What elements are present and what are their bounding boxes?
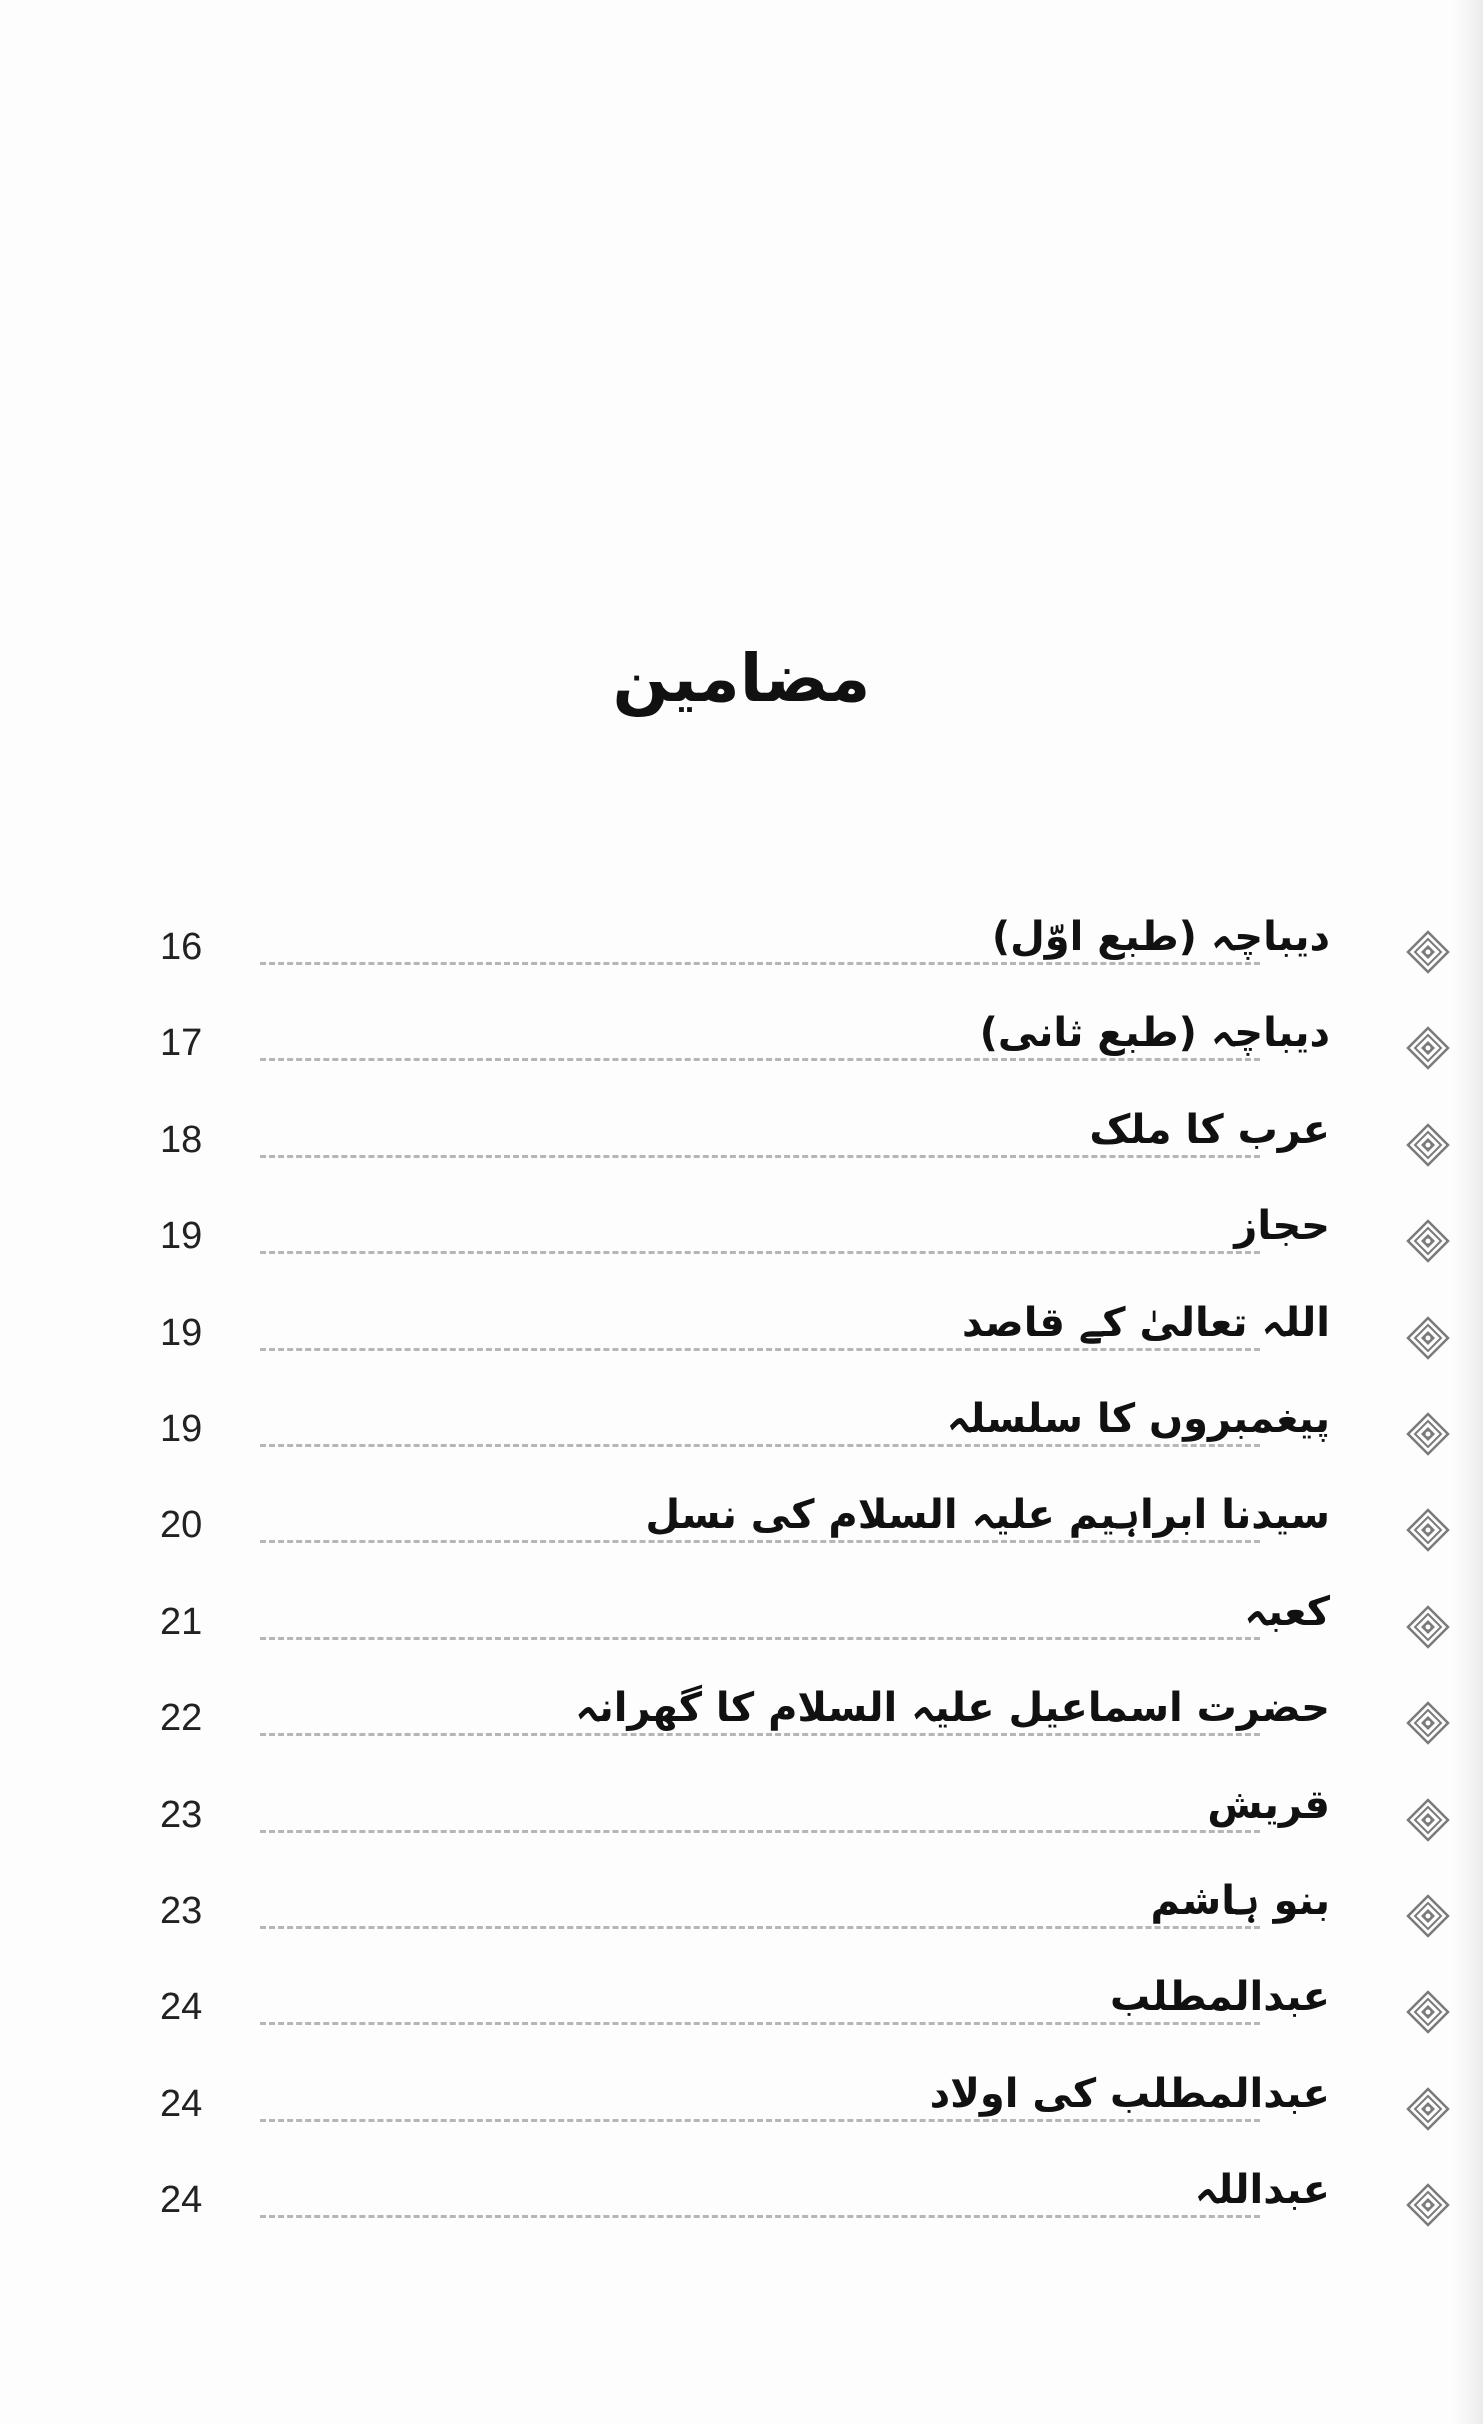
toc-page-number: 18 (160, 1118, 203, 1161)
diamond-ornament-icon (1406, 1316, 1450, 1360)
dotted-leader (260, 1830, 1260, 1833)
diamond-ornament-icon (1406, 1990, 1450, 2034)
toc-entry[interactable] (160, 1681, 1450, 1777)
toc-entry-label: بنو ہاشم (1136, 1878, 1330, 1924)
toc-entry[interactable] (160, 910, 1450, 1006)
dotted-leader (260, 962, 1260, 965)
diamond-ornament-icon (1406, 1412, 1450, 1456)
dotted-leader (260, 1155, 1260, 1158)
dotted-leader (260, 1251, 1260, 1254)
toc-entry-label: عبداللہ (1181, 2167, 1330, 2213)
toc-entry[interactable] (160, 1874, 1450, 1970)
toc-entry-label: قریش (1193, 1782, 1330, 1828)
toc-entry[interactable] (160, 1392, 1450, 1488)
dotted-leader (260, 1926, 1260, 1929)
diamond-ornament-icon (1406, 1798, 1450, 1842)
diamond-ornament-icon (1406, 1701, 1450, 1745)
toc-page-number: 19 (160, 1311, 203, 1354)
diamond-ornament-icon (1406, 1123, 1450, 1167)
page-title: مضامین (612, 640, 871, 717)
toc-entry-label: پیغمبروں کا سلسلہ (933, 1396, 1330, 1442)
diamond-ornament-icon (1406, 1026, 1450, 1070)
toc-entry[interactable] (160, 1296, 1450, 1392)
toc-page-number: 23 (160, 1889, 203, 1932)
toc-entry-label: عبدالمطلب (1096, 1974, 1330, 2020)
toc-page-number: 20 (160, 1504, 203, 1547)
toc-entry-label: دیباچہ (طبع اوّل) (978, 914, 1330, 960)
toc-entry[interactable] (160, 1970, 1450, 2066)
toc-entry[interactable] (160, 1585, 1450, 1681)
diamond-ornament-icon (1406, 1894, 1450, 1938)
toc-entry-label: عرب کا ملک (1075, 1107, 1330, 1153)
diamond-ornament-icon (1406, 1508, 1450, 1552)
dotted-leader (260, 1637, 1260, 1640)
toc-page-number: 19 (160, 1407, 203, 1450)
dotted-leader (260, 2119, 1260, 2122)
toc-entry[interactable] (160, 1006, 1450, 1102)
toc-page-number: 23 (160, 1793, 203, 1836)
toc-entry-label: حجاز (1220, 1203, 1330, 1249)
toc-page-number: 22 (160, 1697, 203, 1740)
toc-entry[interactable] (160, 1778, 1450, 1874)
page-edge-shadow (1453, 0, 1483, 2424)
toc-page-number: 16 (160, 926, 203, 968)
toc-entry[interactable] (160, 1103, 1450, 1199)
toc-entry[interactable] (160, 1199, 1450, 1295)
dotted-leader (260, 1348, 1260, 1351)
toc-entry-label: سیدنا ابراہیم علیہ السلام کی نسل (631, 1492, 1330, 1538)
diamond-ornament-icon (1406, 2087, 1450, 2131)
diamond-ornament-icon (1406, 1605, 1450, 1649)
toc-entry[interactable] (160, 2067, 1450, 2163)
toc-entry-label: عبدالمطلب کی اولاد (916, 2071, 1330, 2117)
dotted-leader (260, 2022, 1260, 2025)
toc-page-number: 17 (160, 1022, 203, 1065)
toc-page-number: 24 (160, 2082, 203, 2125)
toc-page-number: 19 (160, 1215, 203, 1258)
dotted-leader (260, 1733, 1260, 1736)
toc-entry[interactable] (160, 2163, 1450, 2259)
dotted-leader (260, 1444, 1260, 1447)
toc-entry-label: دیباچہ (طبع ثانی) (966, 1010, 1330, 1056)
diamond-ornament-icon (1406, 2183, 1450, 2227)
toc-page-number: 21 (160, 1600, 203, 1643)
toc-entry-label: حضرت اسماعیل علیہ السلام کا گھرانہ (561, 1685, 1330, 1731)
toc-entry-label: اللہ تعالیٰ کے قاصد (948, 1300, 1330, 1346)
diamond-ornament-icon (1406, 930, 1450, 974)
toc-entry-label: کعبہ (1230, 1589, 1330, 1635)
toc-page-number: 24 (160, 2179, 203, 2222)
toc-entry[interactable] (160, 1488, 1450, 1584)
diamond-ornament-icon (1406, 1219, 1450, 1263)
dotted-leader (260, 1540, 1260, 1543)
table-of-contents (160, 910, 1450, 2259)
dotted-leader (260, 2215, 1260, 2218)
toc-page-number: 24 (160, 1986, 203, 2029)
dotted-leader (260, 1058, 1260, 1061)
